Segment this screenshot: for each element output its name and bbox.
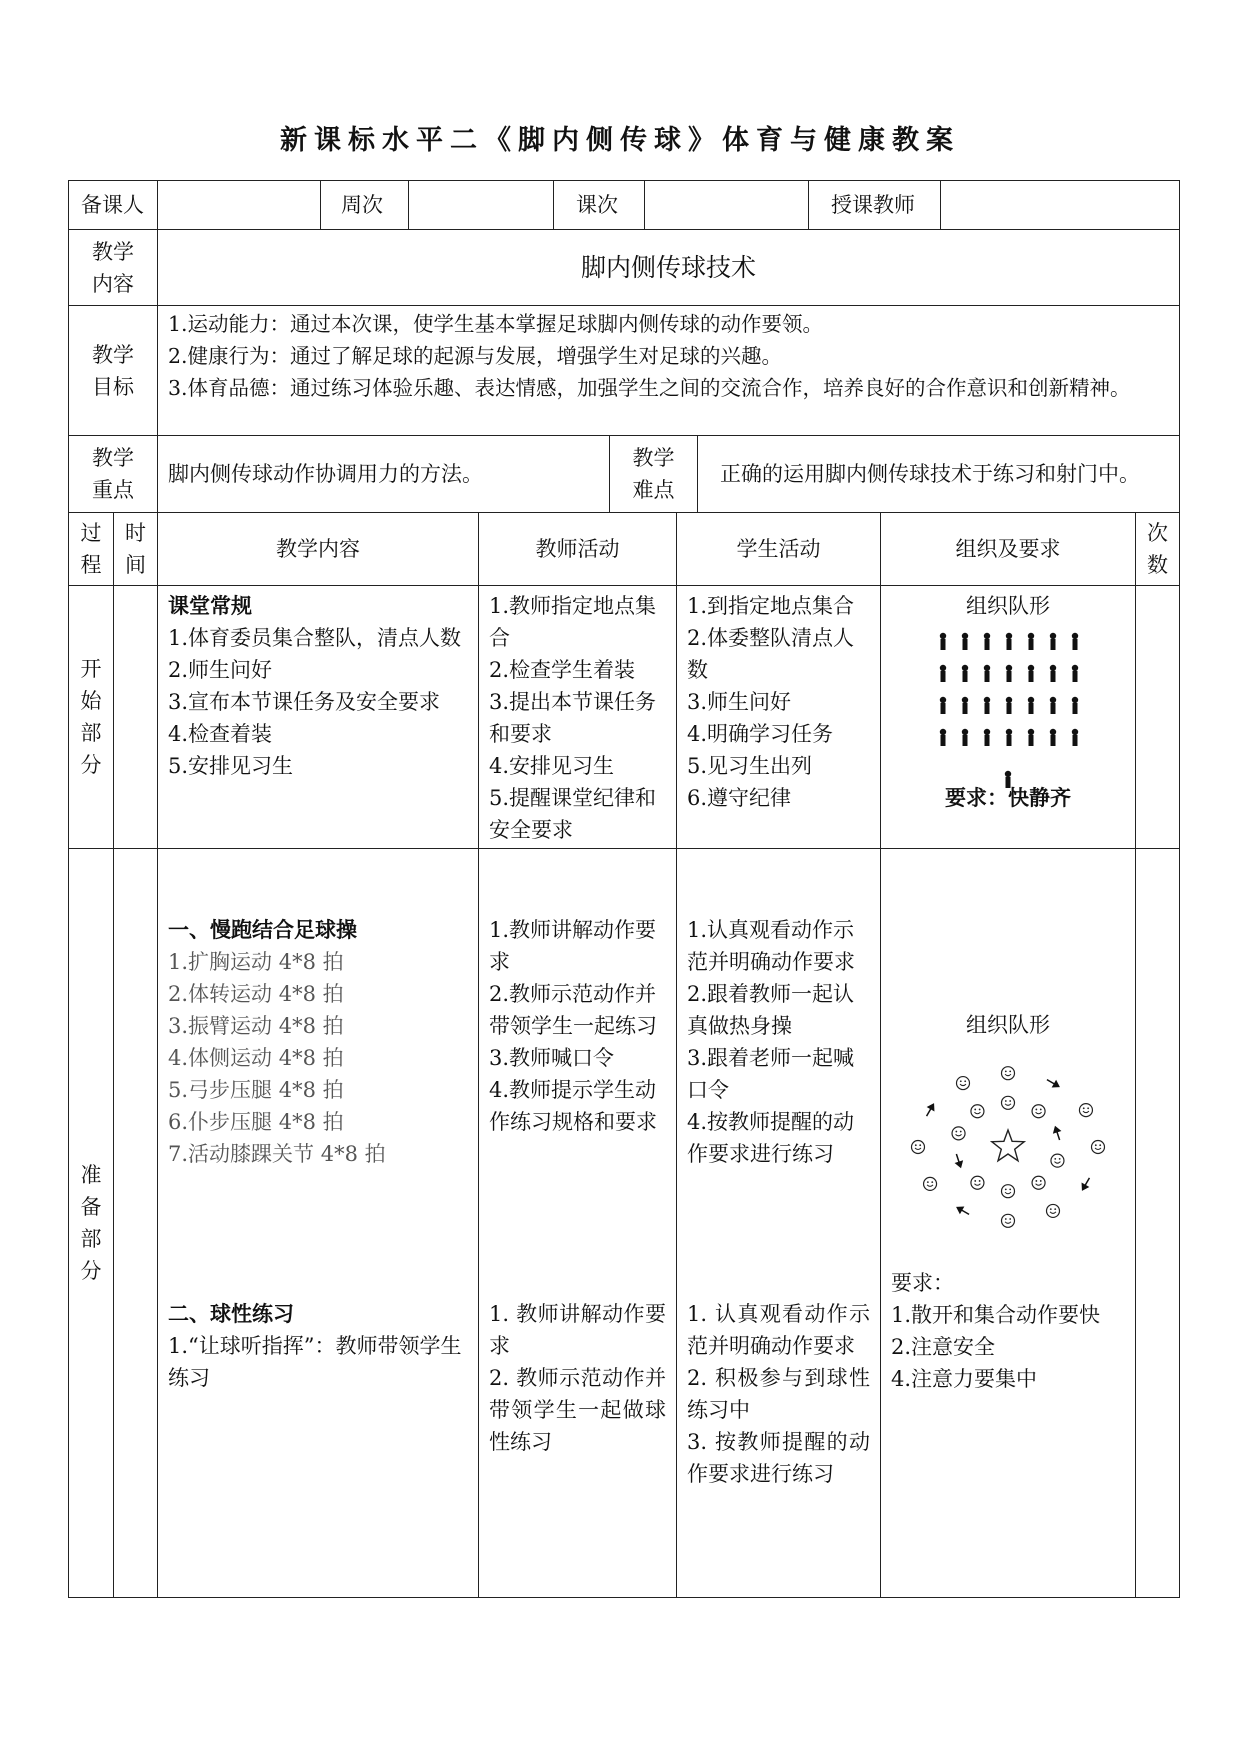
- student-face-icon: [1002, 1096, 1015, 1109]
- student-figure-icon: [1006, 665, 1012, 682]
- prep-section2-title: 二、球性练习: [168, 1302, 294, 1326]
- student-face-icon: [952, 1127, 965, 1140]
- goals-label-line2: 目标: [92, 374, 134, 399]
- content-label: [69, 230, 157, 305]
- prep-org-req-title: 要求：: [891, 1271, 954, 1295]
- student-figure-icon: [1050, 665, 1056, 682]
- direction-arrow-icon: [954, 1203, 971, 1218]
- student-figure-icon: [940, 633, 946, 650]
- teacher-label: 授课教师: [831, 193, 915, 217]
- content-label-line2: 内容: [92, 271, 134, 296]
- start-teacher-activity: 1.教师指定地点集合 2.检查学生着装 3.提出本节课任务和要求 4.安排见习生 5.提醒课堂纪律和安全要求: [489, 594, 657, 842]
- prep-section2: [158, 1298, 478, 1394]
- start-org-requirement: 要求：快静齐: [945, 786, 1071, 810]
- student-figure-icon: [1050, 729, 1056, 746]
- start-content-items: 1.体育委员集合整队，清点人数 2.师生问好 3.宣布本节课任务及安全要求 4.检查着装 5.安排见习生: [168, 626, 462, 778]
- student-figure-icon: [940, 697, 946, 714]
- content-value: 脚内侧传球技术: [580, 252, 756, 282]
- prep-student-activity-2: 1. 认真观看动作示范并明确动作要求 2. 积极参与到球性练习中 3. 按教师提醒的动作要求进行练习: [687, 1302, 870, 1486]
- prep-section1: [158, 914, 478, 1170]
- key-label-line2: 重点: [92, 478, 134, 502]
- student-figure-icon: [1050, 633, 1056, 650]
- direction-arrow-icon: [1045, 1076, 1062, 1091]
- student-figure-icon: [984, 729, 990, 746]
- start-content: [158, 586, 478, 848]
- col-time-line1: 时: [125, 521, 146, 545]
- student-figure-icon: [984, 697, 990, 714]
- student-face-icon: [971, 1176, 984, 1189]
- circle-formation-diagram: [881, 1047, 1135, 1247]
- preparer-value-field[interactable]: [158, 181, 320, 229]
- teacher-star-icon: [992, 1130, 1024, 1161]
- col-org: 组织及要求: [955, 537, 1061, 561]
- prep-organization: [881, 849, 1135, 1597]
- student-face-icon: [1079, 1104, 1092, 1117]
- direction-arrow-icon: [923, 1101, 938, 1118]
- prep-exercise-item: 6.仆步压腿 4*8 拍: [168, 1110, 344, 1134]
- student-figure-icon: [1028, 665, 1034, 682]
- lesson-value-field[interactable]: [645, 181, 808, 229]
- student-face-icon: [1002, 1185, 1015, 1198]
- student-figure-icon: [1050, 697, 1056, 714]
- col-process: [69, 513, 113, 585]
- prep-student-activity-1: 1.认真观看动作示范并明确动作要求 2.跟着教师一起认真做热身操 3.跟着老师一起喊口令 4.按教师提醒的动作要求进行练习: [687, 918, 855, 1166]
- direction-arrow-icon: [952, 1153, 965, 1170]
- student-face-icon: [1002, 1214, 1015, 1227]
- prep-label-char: 准: [80, 1163, 102, 1187]
- direction-arrow-icon: [1078, 1176, 1093, 1193]
- difficulty-label-line1: 教学: [632, 446, 675, 470]
- student-figure-icon: [1006, 729, 1012, 746]
- student-figure-icon: [962, 697, 968, 714]
- prep-exercise-item: 1.扩胸运动 4*8 拍: [168, 950, 344, 974]
- teacher-value-field[interactable]: [941, 181, 1179, 229]
- start-student-activity: 1.到指定地点集合 2.体委整队清点人数 3.师生问好 4.明确学习任务 5.见习生出列 6.遵守纪律: [687, 594, 855, 810]
- start-section-label: [69, 586, 113, 848]
- prep-teacher-activity-1: 1.教师讲解动作要求 2.教师示范动作并带领学生一起练习 3.教师喊口令 4.教师提示学生动作练习规格和要求: [489, 918, 657, 1134]
- student-figure-icon: [1072, 697, 1078, 714]
- student-face-icon: [1051, 1154, 1064, 1167]
- student-figure-icon: [984, 633, 990, 650]
- col-teacher: 教师活动: [535, 537, 620, 561]
- start-org-title: 组织队形: [966, 594, 1050, 618]
- student-figure-icon: [962, 633, 968, 650]
- student-figure-icon: [1006, 697, 1012, 714]
- key-label: [69, 436, 157, 512]
- col-count: [1136, 513, 1179, 585]
- student-face-icon: [912, 1141, 925, 1154]
- col-student: 学生活动: [736, 537, 821, 561]
- key-value: 脚内侧传球动作协调用力的方法。: [168, 462, 483, 486]
- student-figure-icon: [1072, 633, 1078, 650]
- preparer-label: 备课人: [81, 193, 144, 217]
- goals-label-line1: 教学: [92, 342, 134, 367]
- goal-item: 2.健康行为：通过了解足球的起源与发展，增强学生对足球的兴趣。: [168, 344, 783, 368]
- student-face-icon: [924, 1177, 937, 1190]
- lesson-label: 课次: [576, 193, 618, 217]
- student-figure-icon: [940, 665, 946, 682]
- start-label-char: 部: [80, 721, 102, 745]
- prep-org-requirements: 1.散开和集合动作要快 2.注意安全 4.注意力要集中: [891, 1303, 1101, 1391]
- col-count-line1: 次: [1147, 521, 1168, 545]
- col-time: [114, 513, 157, 585]
- prep-exercise-item: 3.振臂运动 4*8 拍: [168, 1014, 344, 1038]
- week-label: 周次: [341, 193, 383, 217]
- start-content-title: 课堂常规: [168, 594, 252, 618]
- prep-section2-text: 1.“让球听指挥”：教师带领学生练习: [168, 1334, 462, 1390]
- prep-section1-title: 一、慢跑结合足球操: [168, 918, 357, 942]
- student-figure-icon: [962, 665, 968, 682]
- start-label-char: 始: [80, 689, 102, 713]
- key-label-line1: 教学: [92, 446, 134, 470]
- prep-exercise-item: 7.活动膝踝关节 4*8 拍: [168, 1142, 386, 1166]
- start-label-char: 分: [80, 753, 102, 777]
- week-value-field[interactable]: [409, 181, 553, 229]
- student-figure-icon: [1028, 697, 1034, 714]
- goal-item: 1.运动能力：通过本次课，使学生基本掌握足球脚内侧传球的动作要领。: [168, 312, 824, 336]
- start-label-char: 开: [80, 657, 102, 681]
- goals-list: [158, 306, 1179, 435]
- student-figure-icon: [1028, 633, 1034, 650]
- student-figure-icon: [1072, 729, 1078, 746]
- student-face-icon: [1002, 1067, 1015, 1080]
- prep-org-title: 组织队形: [966, 1013, 1050, 1037]
- direction-arrow-icon: [1051, 1124, 1064, 1141]
- goals-label: [69, 306, 157, 435]
- student-figure-icon: [984, 665, 990, 682]
- student-figure-icon: [940, 729, 946, 746]
- prep-section-label: [69, 849, 113, 1597]
- prep-label-char: 部: [80, 1227, 102, 1251]
- prep-exercise-item: 5.弓步压腿 4*8 拍: [168, 1078, 344, 1102]
- student-face-icon: [1032, 1105, 1045, 1118]
- col-process-line1: 过: [80, 521, 102, 545]
- student-face-icon: [1092, 1141, 1105, 1154]
- goal-item: 3.体育品德：通过练习体验乐趣、表达情感，加强学生之间的交流合作，培养良好的合作意识和创新精神。: [168, 376, 1131, 400]
- student-figure-icon: [1028, 729, 1034, 746]
- prep-label-char: 分: [80, 1259, 102, 1283]
- student-figure-icon: [962, 729, 968, 746]
- student-face-icon: [1032, 1176, 1045, 1189]
- difficulty-value: 正确的运用脚内侧传球技术于练习和射门中。: [720, 462, 1140, 486]
- col-process-line2: 程: [80, 553, 102, 577]
- col-time-line2: 间: [125, 553, 146, 577]
- prep-exercise-item: 4.体侧运动 4*8 拍: [168, 1046, 344, 1070]
- prep-teacher-activity-2: 1. 教师讲解动作要求 2. 教师示范动作并带领学生一起做球性练习: [489, 1302, 666, 1454]
- student-face-icon: [1047, 1204, 1060, 1217]
- col-content: 教学内容: [276, 537, 360, 561]
- start-organization: [881, 586, 1135, 848]
- formation-lines-diagram: [881, 626, 1135, 796]
- student-face-icon: [957, 1077, 970, 1090]
- difficulty-label: [610, 436, 697, 512]
- content-label-line1: 教学: [92, 239, 134, 264]
- prep-label-char: 备: [80, 1195, 102, 1219]
- student-figure-icon: [1072, 665, 1078, 682]
- page-title: 新课标水平二《脚内侧传球》体育与健康教案: [280, 125, 960, 156]
- difficulty-label-line2: 难点: [632, 478, 675, 502]
- prep-exercise-item: 2.体转运动 4*8 拍: [168, 982, 344, 1006]
- student-face-icon: [971, 1105, 984, 1118]
- col-count-line2: 数: [1147, 553, 1168, 577]
- student-figure-icon: [1006, 633, 1012, 650]
